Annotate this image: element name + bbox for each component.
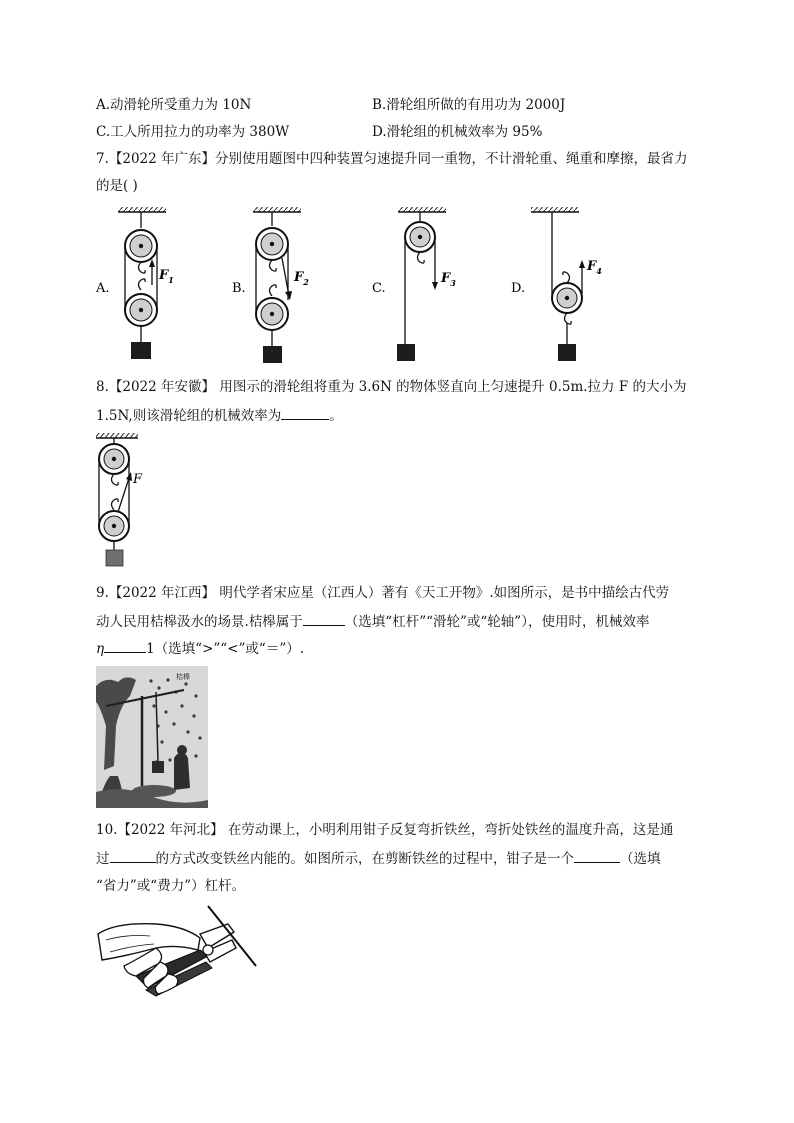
- q8-line-2-text: 1.5N,则该滑轮组的机械效率为: [96, 408, 282, 424]
- option-b: B.滑轮组所做的有用功为 2000J: [372, 97, 566, 113]
- q7-line-2: 的是( ): [96, 178, 138, 194]
- q10-line-2-end: （选填: [620, 851, 661, 867]
- device-a-label: A.: [96, 281, 110, 296]
- force-label-f4: $F_4$: [587, 259, 602, 276]
- q9-line-1: 9.【2022 年江西】 明代学者宋应星（江西人）著有《天工开物》.如图所示，是书中描绘古代劳: [96, 585, 670, 601]
- q10-line-2-start: 过: [96, 851, 110, 867]
- q9-eta: η: [96, 641, 105, 657]
- device-c-label: C.: [372, 281, 386, 296]
- q9-line-3-rest: 1（选填“>”“<”或“＝”）.: [146, 641, 305, 657]
- q9-illustration-caption: 桔槔: [176, 673, 190, 681]
- q8-force-label: F: [133, 472, 143, 487]
- q7-line-1: 7.【2022 年广东】分别使用题图中四种装置匀速提升同一重物，不计滑轮重、绳重和摩擦，最省力: [96, 151, 688, 167]
- q9-answer-blank-1[interactable]: [303, 611, 345, 626]
- q8-line-1: 8.【2022 年安徽】 用图示的滑轮组将重为 3.6N 的物体竖直向上匀速提升 0.5m.拉力 F 的大小为: [96, 379, 687, 395]
- force-label-f1: $F_1$: [159, 268, 174, 285]
- q9-line-3: [96, 638, 304, 659]
- q10-line-2-mid: 的方式改变铁丝内能的。如图所示，在剪断铁丝的过程中，钳子是一个: [155, 851, 574, 867]
- q10-answer-blank-1[interactable]: [110, 848, 156, 863]
- q10-answer-blank-2[interactable]: [574, 848, 620, 863]
- q9-line-2-text: 动人民用桔槔汲水的场景.桔槔属于: [96, 614, 303, 630]
- force-label-f3: $F_3$: [441, 271, 456, 288]
- q10-pliers-illustration: [96, 904, 260, 998]
- force-label-f2: $F_2$: [294, 270, 309, 287]
- q10-line-3: “省力”或“费力”）杠杆。: [96, 878, 246, 894]
- q9-well-sweep-illustration: [96, 666, 208, 808]
- option-a: A.动滑轮所受重力为 10N: [96, 97, 252, 113]
- device-b-label: B.: [232, 281, 246, 296]
- device-d-label: D.: [511, 281, 526, 296]
- q9-line-2: [96, 611, 649, 632]
- q8-line-2-end: 。: [329, 408, 343, 424]
- option-c: C.工人所用拉力的功率为 380W: [96, 124, 290, 140]
- q10-line-2: [96, 848, 661, 869]
- option-d: D.滑轮组的机械效率为 95%: [372, 124, 543, 140]
- q10-line-1: 10.【2022 年河北】 在劳动课上，小明利用钳子反复弯折铁丝，弯折处铁丝的温度升高，这是通: [96, 822, 674, 838]
- q9-answer-blank-2[interactable]: [104, 638, 146, 653]
- q9-line-2-rest: （选填“杠杆”“滑轮”或“轮轴”），使用时，机械效率: [344, 614, 650, 630]
